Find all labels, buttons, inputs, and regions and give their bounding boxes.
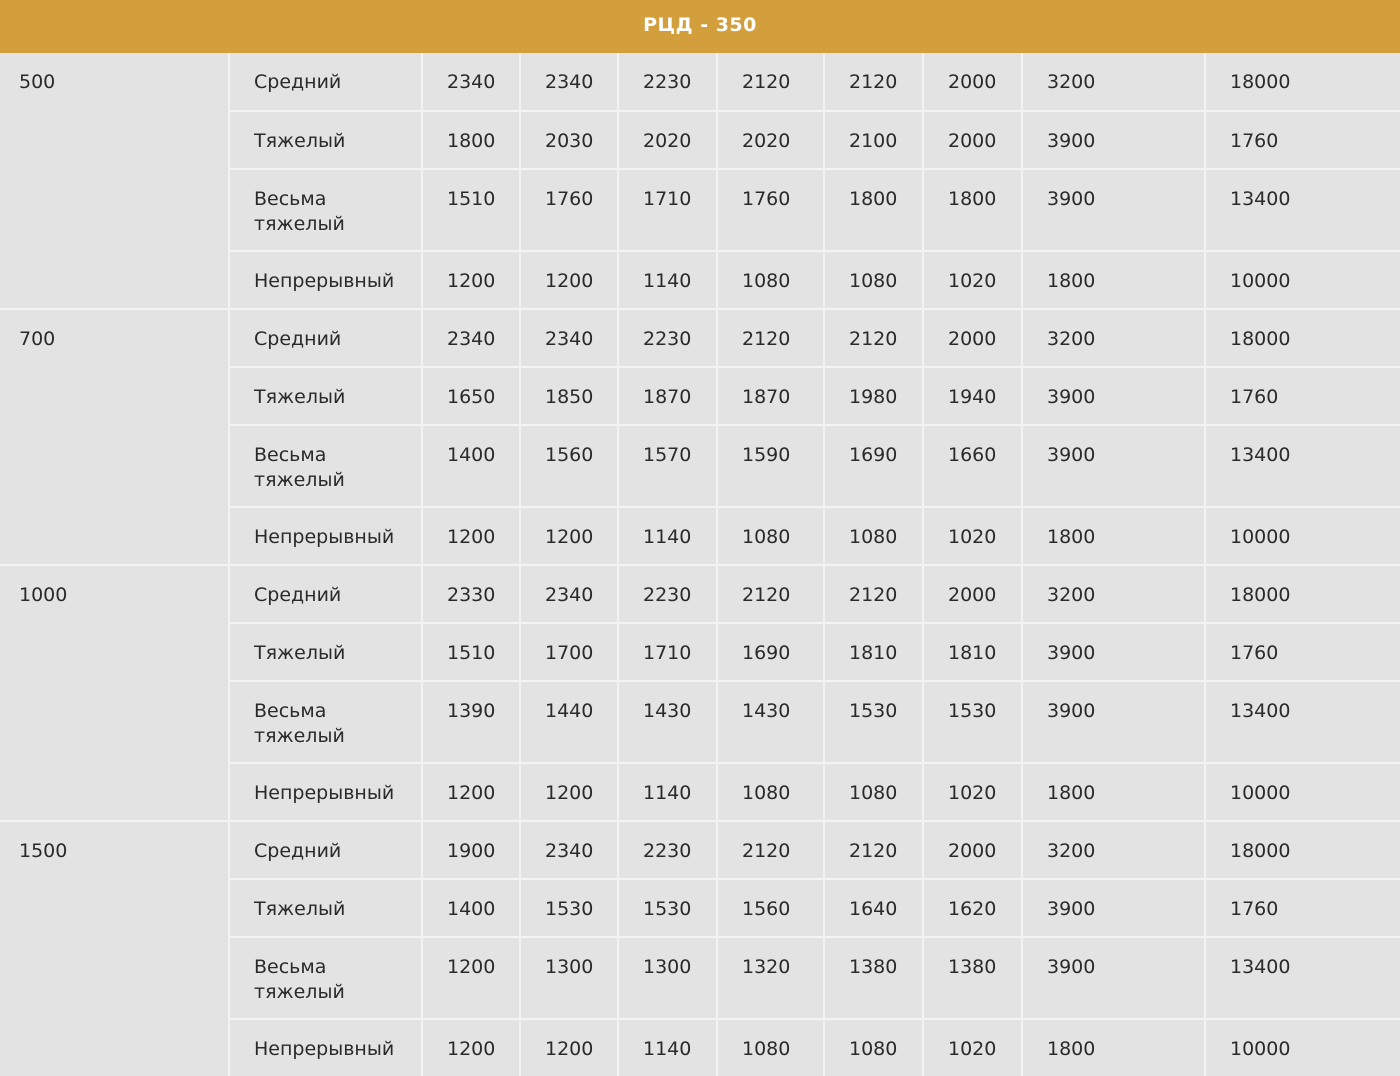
value-cell: 1430: [618, 681, 717, 763]
value-cell: 1690: [717, 623, 824, 681]
mode-cell: Весьма тяжелый: [229, 425, 422, 507]
value-cell: 1800: [1022, 763, 1205, 821]
value-cell: 13400: [1205, 681, 1400, 763]
group-label-cell: 500: [19, 71, 56, 93]
value-cell: 3900: [1022, 681, 1205, 763]
value-cell: 10000: [1205, 763, 1400, 821]
value-cell: 2000: [923, 565, 1022, 623]
mode-cell: Тяжелый: [229, 879, 422, 937]
value-cell: 2340: [520, 309, 618, 367]
value-cell: 2120: [824, 309, 923, 367]
value-cell: 1530: [923, 681, 1022, 763]
value-cell: 1080: [717, 507, 824, 565]
value-cell: 2340: [520, 53, 618, 111]
value-cell: 1660: [923, 425, 1022, 507]
value-cell: 1200: [422, 1019, 520, 1076]
value-cell: 1080: [824, 1019, 923, 1076]
value-cell: 18000: [1205, 565, 1400, 623]
value-cell: 3900: [1022, 425, 1205, 507]
value-cell: 1980: [824, 367, 923, 425]
value-cell: 1200: [520, 1019, 618, 1076]
value-cell: 1760: [520, 169, 618, 251]
mode-cell: Непрерывный: [229, 763, 422, 821]
table-body: [0, 53, 1400, 1076]
value-cell: 1140: [618, 507, 717, 565]
value-cell: 1300: [618, 937, 717, 1019]
value-cell: 2230: [618, 565, 717, 623]
value-cell: 1620: [923, 879, 1022, 937]
value-cell: 18000: [1205, 309, 1400, 367]
value-cell: 1760: [1205, 367, 1400, 425]
table-row: [0, 53, 1400, 111]
mode-cell: Тяжелый: [229, 367, 422, 425]
table-title: РЦД - 350: [0, 0, 1400, 53]
value-cell: 1760: [717, 169, 824, 251]
value-cell: 2340: [520, 565, 618, 623]
value-cell: 1570: [618, 425, 717, 507]
value-cell: 3900: [1022, 623, 1205, 681]
value-cell: 1650: [422, 367, 520, 425]
value-cell: 10000: [1205, 507, 1400, 565]
value-cell: 1430: [717, 681, 824, 763]
value-cell: 1020: [923, 1019, 1022, 1076]
value-cell: 1020: [923, 763, 1022, 821]
value-cell: 2000: [923, 821, 1022, 879]
value-cell: 1080: [824, 763, 923, 821]
mode-cell: Непрерывный: [229, 507, 422, 565]
value-cell: 2230: [618, 821, 717, 879]
value-cell: 1690: [824, 425, 923, 507]
value-cell: 1300: [520, 937, 618, 1019]
mode-cell: Весьма тяжелый: [229, 937, 422, 1019]
value-cell: 1870: [717, 367, 824, 425]
value-cell: 1800: [923, 169, 1022, 251]
value-cell: 3900: [1022, 169, 1205, 251]
value-cell: 1870: [618, 367, 717, 425]
value-cell: 1200: [422, 763, 520, 821]
mode-cell: Средний: [229, 309, 422, 367]
value-cell: 2120: [824, 565, 923, 623]
value-cell: 3200: [1022, 309, 1205, 367]
table-row: [0, 565, 1400, 623]
value-cell: 1080: [824, 507, 923, 565]
value-cell: 2340: [520, 821, 618, 879]
value-cell: 2120: [824, 53, 923, 111]
value-cell: 1080: [824, 251, 923, 309]
value-cell: 3900: [1022, 111, 1205, 169]
value-cell: 1900: [422, 821, 520, 879]
value-cell: 1560: [717, 879, 824, 937]
value-cell: 1530: [824, 681, 923, 763]
value-cell: 1800: [1022, 507, 1205, 565]
specs-table: [0, 53, 1400, 1076]
value-cell: 3900: [1022, 367, 1205, 425]
value-cell: 1560: [520, 425, 618, 507]
value-cell: 18000: [1205, 53, 1400, 111]
value-cell: 1800: [1022, 1019, 1205, 1076]
value-cell: 1760: [1205, 111, 1400, 169]
value-cell: 10000: [1205, 251, 1400, 309]
mode-cell: Тяжелый: [229, 111, 422, 169]
value-cell: 1710: [618, 169, 717, 251]
group-label-cell: 1000: [0, 565, 229, 821]
value-cell: 1080: [717, 1019, 824, 1076]
value-cell: 1590: [717, 425, 824, 507]
value-cell: 2030: [520, 111, 618, 169]
value-cell: 2120: [824, 821, 923, 879]
value-cell: 2340: [422, 309, 520, 367]
value-cell: 1380: [824, 937, 923, 1019]
value-cell: 13400: [1205, 169, 1400, 251]
value-cell: 1940: [923, 367, 1022, 425]
value-cell: 2330: [422, 565, 520, 623]
value-cell: 2230: [618, 53, 717, 111]
mode-cell: Весьма тяжелый: [229, 169, 422, 251]
value-cell: 1760: [1205, 879, 1400, 937]
mode-cell: Тяжелый: [229, 623, 422, 681]
value-cell: 1440: [520, 681, 618, 763]
value-cell: 1510: [422, 623, 520, 681]
value-cell: 1810: [923, 623, 1022, 681]
mode-cell: Весьма тяжелый: [229, 681, 422, 763]
value-cell: 2020: [618, 111, 717, 169]
value-cell: 13400: [1205, 937, 1400, 1019]
value-cell: 1810: [824, 623, 923, 681]
group-label-cell: 1500: [0, 821, 229, 1076]
value-cell: 3900: [1022, 879, 1205, 937]
value-cell: 1020: [923, 251, 1022, 309]
value-cell: 2120: [717, 821, 824, 879]
value-cell: 2000: [923, 53, 1022, 111]
mode-cell: Непрерывный: [229, 1019, 422, 1076]
value-cell: 2230: [618, 309, 717, 367]
value-cell: 2120: [717, 309, 824, 367]
value-cell: 3200: [1022, 53, 1205, 111]
value-cell: 1020: [923, 507, 1022, 565]
value-cell: 2000: [923, 111, 1022, 169]
value-cell: 18000: [1205, 821, 1400, 879]
mode-cell: Средний: [229, 565, 422, 623]
value-cell: 1200: [520, 763, 618, 821]
value-cell: 1200: [422, 251, 520, 309]
value-cell: 1380: [923, 937, 1022, 1019]
value-cell: 13400: [1205, 425, 1400, 507]
value-cell: 2120: [717, 565, 824, 623]
value-cell: 2340: [422, 53, 520, 111]
value-cell: 1400: [422, 425, 520, 507]
value-cell: 1140: [618, 251, 717, 309]
value-cell: 2020: [717, 111, 824, 169]
value-cell: 1390: [422, 681, 520, 763]
value-cell: 1530: [618, 879, 717, 937]
value-cell: 1320: [717, 937, 824, 1019]
value-cell: 1530: [520, 879, 618, 937]
value-cell: 1800: [1022, 251, 1205, 309]
value-cell: 1710: [618, 623, 717, 681]
table-row: [0, 821, 1400, 879]
value-cell: 1200: [520, 251, 618, 309]
value-cell: 2000: [923, 309, 1022, 367]
value-cell: 10000: [1205, 1019, 1400, 1076]
value-cell: 1700: [520, 623, 618, 681]
value-cell: 1850: [520, 367, 618, 425]
value-cell: 3200: [1022, 565, 1205, 623]
value-cell: 1200: [422, 507, 520, 565]
value-cell: 1800: [422, 111, 520, 169]
value-cell: 1080: [717, 251, 824, 309]
value-cell: 2100: [824, 111, 923, 169]
value-cell: 1510: [422, 169, 520, 251]
value-cell: 1080: [717, 763, 824, 821]
table-row: [0, 309, 1400, 367]
value-cell: 3200: [1022, 821, 1205, 879]
value-cell: 1800: [824, 169, 923, 251]
value-cell: 1140: [618, 1019, 717, 1076]
value-cell: 1760: [1205, 623, 1400, 681]
value-cell: 1200: [422, 937, 520, 1019]
value-cell: 1140: [618, 763, 717, 821]
group-label-cell: 700: [0, 309, 229, 565]
mode-cell: Средний: [229, 821, 422, 879]
mode-cell: Средний: [229, 53, 422, 111]
value-cell: 1400: [422, 879, 520, 937]
value-cell: 3900: [1022, 937, 1205, 1019]
value-cell: 1640: [824, 879, 923, 937]
mode-cell: Непрерывный: [229, 251, 422, 309]
value-cell: 2120: [717, 53, 824, 111]
value-cell: 1200: [520, 507, 618, 565]
